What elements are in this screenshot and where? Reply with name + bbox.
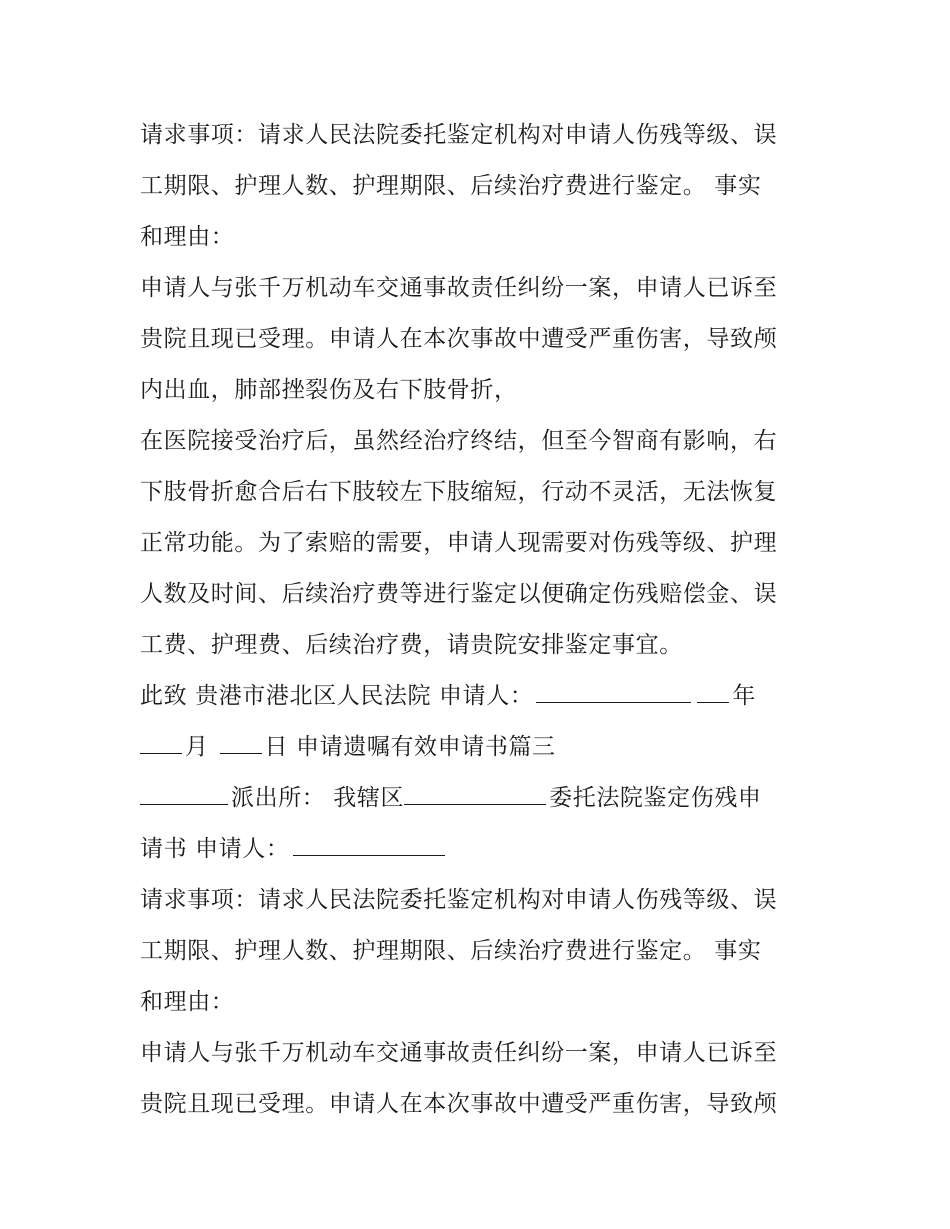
station-blank (140, 782, 228, 805)
text-line: 内出血，肺部挫裂伤及右下肢骨折， (140, 377, 518, 403)
text-line: 请求事项：请求人民法院委托鉴定机构对申请人伤残等级、误 (140, 122, 778, 148)
district-blank (404, 782, 546, 805)
text-line: 工费、护理费、后续治疗费，请贵院安排鉴定事宜。 (140, 632, 683, 658)
month-label: 月 (185, 734, 209, 760)
applicant-blank (536, 680, 691, 703)
applicant-line (140, 824, 820, 875)
text-line: 贵院且现已受理。申请人在本次事故中遭受严重伤害，导致颅 (140, 1091, 778, 1117)
year-label: 年 (732, 683, 757, 709)
closing-prefix: 此致 贵港市港北区人民法院 申请人： (140, 683, 534, 709)
text-line: 和理由： (140, 224, 235, 250)
applicant-label: 请书 申请人： (140, 836, 290, 862)
text-line: 请求事项：请求人民法院委托鉴定机构对申请人伤残等级、误 (140, 887, 778, 913)
text-line: 贵院且现已受理。申请人在本次事故中遭受严重伤害，导致颅 (140, 326, 778, 352)
police-line (140, 773, 820, 824)
date-line (140, 722, 820, 773)
closing-line (140, 671, 820, 722)
applicant-name-blank (293, 833, 445, 856)
text-line: 下肢骨折愈合后右下肢较左下肢缩短，行动不灵活，无法恢复 (140, 479, 778, 505)
station-label: 派出所： 我辖区 (231, 785, 405, 811)
text-line: 在医院接受治疗后，虽然经治疗终结，但至今智商有影响，右 (140, 428, 778, 454)
day-blank (220, 731, 262, 754)
day-label: 日 申请遗嘱有效申请书篇三 (264, 734, 556, 760)
document-page (140, 110, 820, 1130)
year-blank (697, 680, 729, 703)
text-line: 申请人与张千万机动车交通事故责任纠纷一案，申请人已诉至 (140, 1040, 778, 1066)
text-line: 正常功能。为了索赔的需要，申请人现需要对伤残等级、护理 (140, 530, 778, 556)
text-line: 人数及时间、后续治疗费等进行鉴定以便确定伤残赔偿金、误 (140, 581, 778, 607)
text-line: 工期限、护理人数、护理期限、后续治疗费进行鉴定。 事实 (140, 173, 762, 199)
month-blank (140, 731, 182, 754)
text-line: 工期限、护理人数、护理期限、后续治疗费进行鉴定。 事实 (140, 938, 762, 964)
police-suffix: 委托法院鉴定伤残申 (549, 785, 762, 811)
text-line: 和理由： (140, 989, 235, 1015)
text-line: 申请人与张千万机动车交通事故责任纠纷一案，申请人已诉至 (140, 275, 778, 301)
